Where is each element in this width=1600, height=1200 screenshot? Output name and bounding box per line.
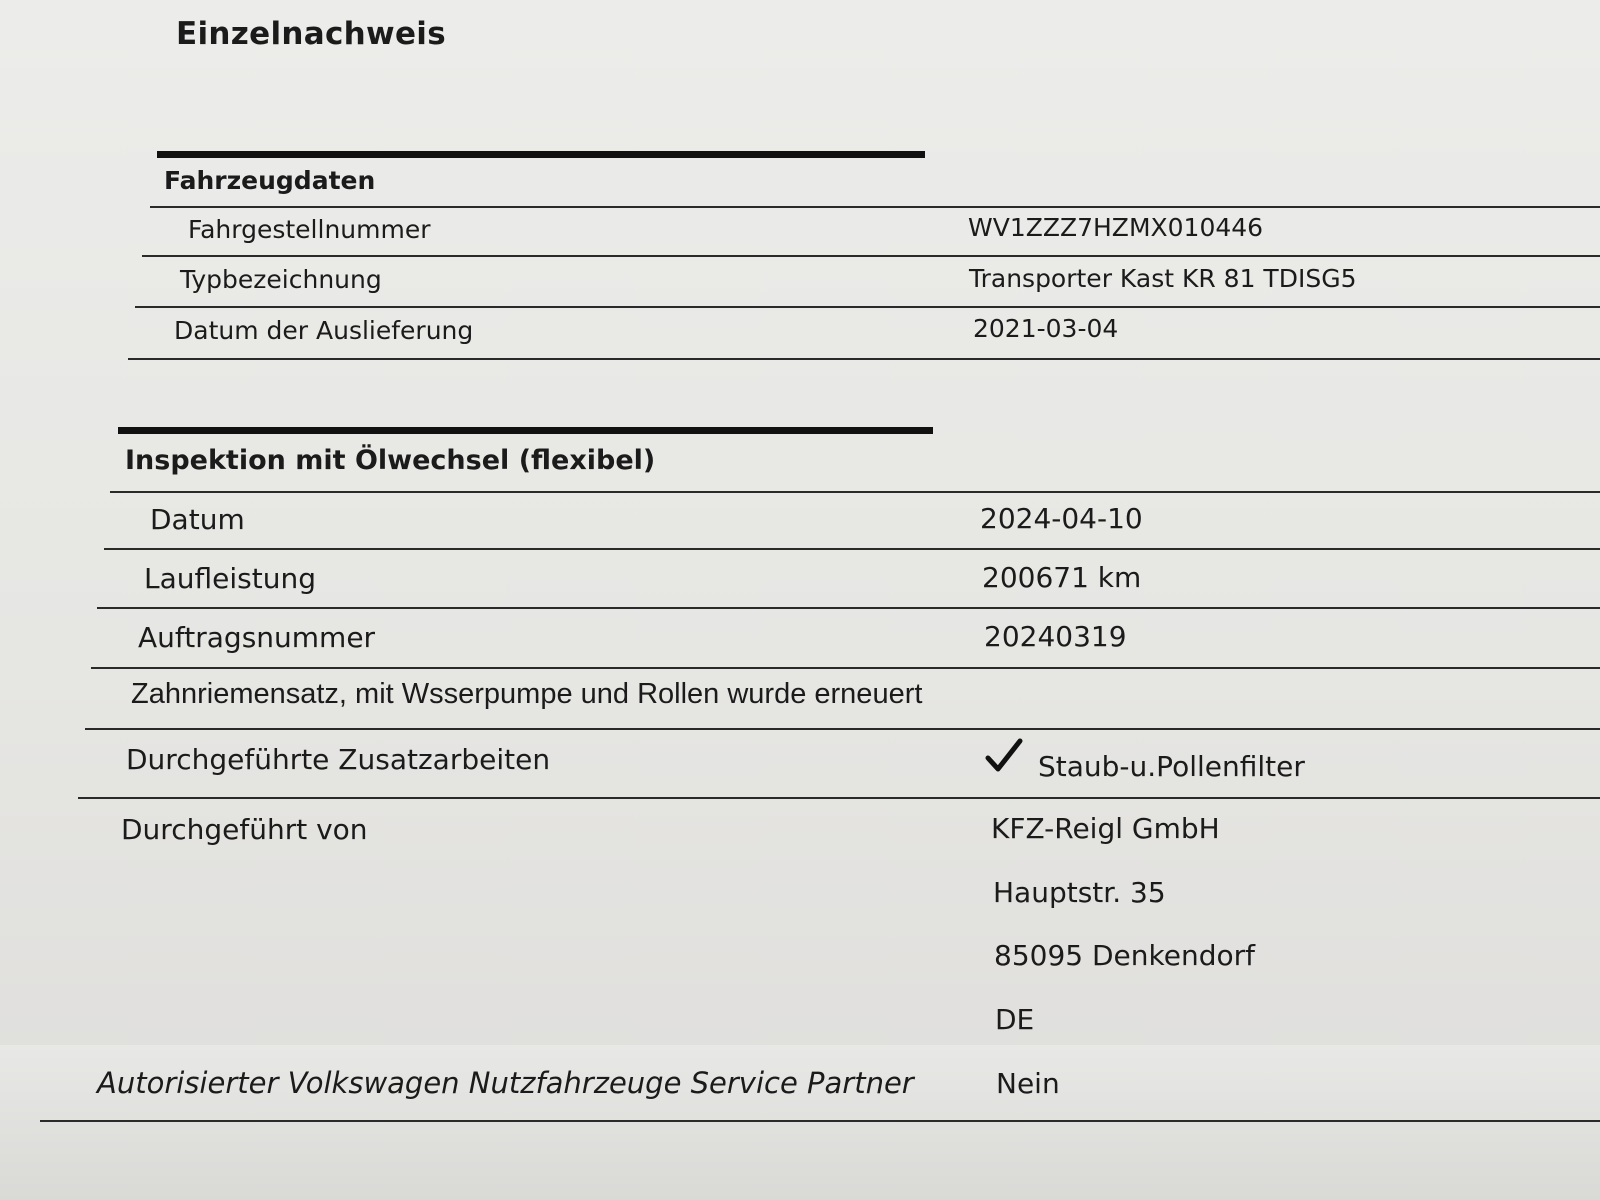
section-bar-inspection (118, 427, 933, 434)
inspection-date-value: 2024-04-10 (980, 502, 1143, 535)
workshop-street: Hauptstr. 35 (993, 876, 1166, 909)
extra-work-value: Staub-u.Pollenfilter (1038, 750, 1305, 783)
divider (110, 491, 1600, 493)
performed-by-label: Durchgeführt von (121, 813, 368, 846)
extra-work-label: Durchgeführte Zusatzarbeiten (126, 743, 551, 776)
order-number-value: 20240319 (984, 620, 1127, 653)
workshop-country: DE (995, 1003, 1035, 1036)
document-title: Einzelnachweis (176, 16, 446, 52)
divider (150, 206, 1600, 208)
type-value: Transporter Kast KR 81 TDISG5 (969, 264, 1357, 293)
workshop-name: KFZ-Reigl GmbH (991, 812, 1220, 845)
type-label: Typbezeichnung (180, 265, 382, 294)
divider (85, 728, 1600, 730)
divider (40, 1120, 1600, 1122)
delivery-date-label: Datum der Auslieferung (174, 316, 474, 345)
divider (97, 607, 1600, 609)
timing-belt-note: Zahnriemensatz, mit Wsserpumpe und Rollen wurde erneuert (131, 678, 923, 710)
vehicle-section-heading: Fahrzeugdaten (164, 166, 376, 195)
inspection-section-heading: Inspektion mit Ölwechsel (flexibel) (125, 445, 656, 476)
checkmark-icon (985, 738, 1023, 778)
mileage-label: Laufleistung (144, 562, 316, 595)
workshop-city: 85095 Denkendorf (994, 939, 1255, 972)
divider (91, 667, 1600, 669)
divider (104, 548, 1600, 550)
authorized-partner-label: Autorisierter Volkswagen Nutzfahrzeuge Service Partner (97, 1066, 914, 1100)
mileage-value: 200671 km (982, 561, 1142, 594)
authorized-partner-value: Nein (996, 1067, 1060, 1100)
section-bar-vehicle (157, 151, 925, 158)
delivery-date-value: 2021-03-04 (973, 314, 1119, 343)
inspection-date-label: Datum (150, 503, 245, 536)
divider (78, 797, 1600, 799)
order-number-label: Auftragsnummer (138, 621, 376, 654)
vin-label: Fahrgestellnummer (188, 215, 431, 244)
vin-value: WV1ZZZ7HZMX010446 (968, 213, 1264, 242)
divider (142, 255, 1600, 257)
divider (128, 358, 1600, 360)
divider (135, 306, 1600, 308)
